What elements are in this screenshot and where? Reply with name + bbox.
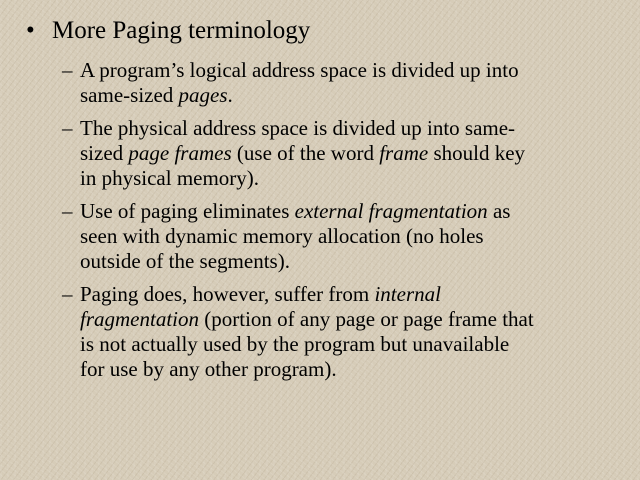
text-line: sized page frames (use of the word frame should key	[80, 141, 526, 165]
text-line: Paging does, however, suffer from internal	[80, 282, 441, 306]
sub-bullet-list	[62, 58, 632, 390]
dash-marker: –	[62, 199, 73, 223]
sub-bullet-text	[80, 199, 632, 274]
italic-term: external fragmentation	[294, 199, 488, 223]
text-line: in physical memory).	[80, 166, 260, 190]
text-line: Use of paging eliminates external fragmentation as	[80, 199, 511, 223]
text-line: is not actually used by the program but unavailable	[80, 332, 510, 356]
bullet-dot: •	[26, 17, 35, 44]
sub-bullet-item	[62, 199, 632, 274]
sub-bullet-item	[62, 116, 632, 191]
sub-bullet-item	[62, 58, 632, 108]
dash-marker: –	[62, 116, 73, 140]
italic-term: page frames	[128, 141, 232, 165]
sub-bullet-text	[80, 58, 632, 108]
text-line: seen with dynamic memory allocation (no holes	[80, 224, 484, 248]
text-line: The physical address space is divided up into same-	[80, 116, 516, 140]
dash-marker: –	[62, 282, 73, 306]
text-line: outside of the segments).	[80, 249, 290, 273]
italic-term: fragmentation	[80, 307, 199, 331]
sub-bullet-text	[80, 282, 632, 382]
italic-term: internal	[374, 282, 441, 306]
main-bullet	[26, 16, 310, 46]
sub-bullet-text	[80, 116, 632, 191]
slide-title: More Paging terminology	[52, 17, 311, 44]
sub-bullet-item	[62, 282, 632, 382]
text-line: A program’s logical address space is divided up into	[80, 58, 519, 82]
italic-term: frame	[379, 141, 429, 165]
text-line: fragmentation (portion of any page or page frame that	[80, 307, 534, 331]
text-line: same-sized pages.	[80, 83, 233, 107]
italic-term: pages	[178, 83, 228, 107]
dash-marker: –	[62, 58, 73, 82]
text-line: for use by any other program).	[80, 357, 337, 381]
